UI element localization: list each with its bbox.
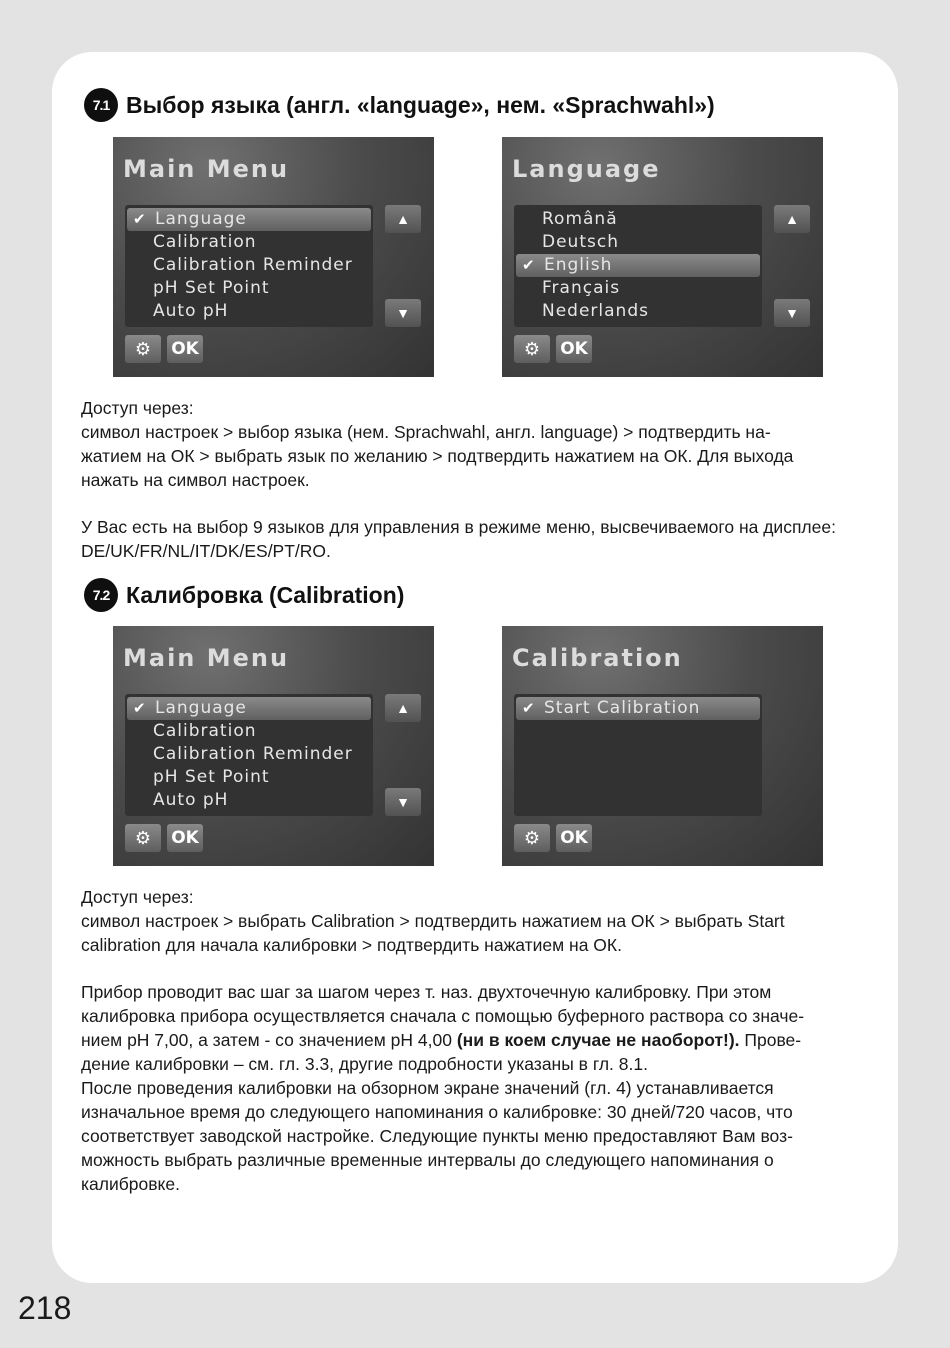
- menu-item-language[interactable]: ✔ Language: [127, 697, 371, 720]
- scroll-up-button[interactable]: [774, 205, 810, 233]
- settings-button[interactable]: [514, 824, 550, 852]
- menu-item-ph-set-point[interactable]: pH Set Point: [153, 278, 270, 298]
- screen-title: Main Menu: [123, 644, 290, 672]
- check-icon: ✔: [522, 699, 536, 717]
- scroll-up-button[interactable]: [385, 694, 421, 722]
- check-icon: ✔: [133, 699, 147, 717]
- check-icon: ✔: [522, 256, 536, 274]
- gear-icon: ⚙: [523, 338, 541, 359]
- access-text-7-1: Доступ через: символ настроек > выбор языка (нем. Sprachwahl, англ. language) > подтвердить на- жатием на ОК > выбрать язык по желанию > подтвердить нажатием на ОК. Для выхода нажать на символ настроек.: [81, 398, 794, 490]
- menu-item-ph-set-point[interactable]: pH Set Point: [153, 767, 270, 787]
- gear-icon: ⚙: [523, 827, 541, 848]
- language-item-deutsch[interactable]: Deutsch: [542, 232, 619, 252]
- access-text-7-2: Доступ через: символ настроек > выбрать Calibration > подтвердить нажатием на ОК > выбрать Start calibration для начала калибровки > подтвердить нажатием на ОК.: [81, 887, 785, 955]
- section-title: Калибровка (Calibration): [126, 581, 405, 608]
- scroll-down-button[interactable]: [385, 788, 421, 816]
- check-icon: ✔: [133, 210, 147, 228]
- menu-item-calibration-reminder[interactable]: Calibration Reminder: [153, 744, 353, 764]
- language-item-english[interactable]: ✔ English: [516, 254, 760, 277]
- calibration-list: [514, 694, 762, 816]
- menu-item-calibration[interactable]: Calibration: [153, 232, 257, 252]
- calibration-body-text: Прибор проводит вас шаг за шагом через т. наз. двухточечную калибровку. При этом калибровка прибора осуществляется сначала с помощью буферного раствора со значе- нием pH 7,00, а затем - со значением pH 4,00 (ни в коем случае не наоборот!). Прове- дение калибровки – см. гл. 3.3, другие подробности указаны в гл. 8.1. После проведения калибровки на обзорном экране значений (гл. 4) устанавливается изначальное время до следующего напоминания о калибровке: 30 дней/720 часов, что соответствует заводской настройке. Следующие пункты меню предоставляют Вам воз- можность выбрать различные временные интервалы до следующего напоминания о калибровке.: [81, 980, 881, 1196]
- ok-button[interactable]: OK: [556, 335, 592, 363]
- arrow-up-icon: ▲: [396, 211, 410, 227]
- language-item-francais[interactable]: Français: [542, 278, 621, 298]
- gear-icon: ⚙: [134, 827, 152, 848]
- calibration-screen: [502, 626, 823, 866]
- language-item-nederlands[interactable]: Nederlands: [542, 301, 649, 321]
- language-list: [514, 205, 762, 327]
- gear-icon: ⚙: [134, 338, 152, 359]
- ok-button[interactable]: OK: [167, 824, 203, 852]
- section-7-2-heading: [84, 578, 404, 612]
- section-7-1-heading: [84, 88, 715, 122]
- settings-button[interactable]: [125, 824, 161, 852]
- settings-button[interactable]: [125, 335, 161, 363]
- language-item-romana[interactable]: Română: [542, 209, 618, 229]
- arrow-down-icon: ▼: [785, 305, 799, 321]
- scroll-down-button[interactable]: [385, 299, 421, 327]
- body-line-with-warning: нием pH 7,00, а затем - со значением pH 4,00 (ни в коем случае не наоборот!). Прове-: [81, 1030, 802, 1050]
- main-menu-screen: [113, 626, 434, 866]
- menu-item-auto-ph[interactable]: Auto pH: [153, 790, 229, 810]
- menu-item-calibration-reminder[interactable]: Calibration Reminder: [153, 255, 353, 275]
- menu-list: [125, 205, 373, 327]
- menu-list: [125, 694, 373, 816]
- ok-button[interactable]: OK: [167, 335, 203, 363]
- screen-title: Calibration: [512, 644, 683, 672]
- page-number: 218: [18, 1290, 72, 1326]
- menu-item-start-calibration[interactable]: ✔ Start Calibration: [516, 697, 760, 720]
- ok-button[interactable]: OK: [556, 824, 592, 852]
- menu-item-calibration[interactable]: Calibration: [153, 721, 257, 741]
- scroll-down-button[interactable]: [774, 299, 810, 327]
- arrow-down-icon: ▼: [396, 794, 410, 810]
- menu-item-auto-ph[interactable]: Auto pH: [153, 301, 229, 321]
- section-number-badge: 7.1: [84, 88, 118, 122]
- section-title: Выбор языка (англ. «language», нем. «Sprachwahl»): [126, 91, 715, 118]
- arrow-up-icon: ▲: [785, 211, 799, 227]
- section-number-badge: 7.2: [84, 578, 118, 612]
- languages-info-text: У Вас есть на выбор 9 языков для управления в режиме меню, высвечиваемого на дисплее: DE/UK/FR/NL/IT/DK/ES/PT/RO.: [81, 517, 836, 561]
- menu-item-language[interactable]: ✔ Language: [127, 208, 371, 231]
- language-screen: [502, 137, 823, 377]
- scroll-up-button[interactable]: [385, 205, 421, 233]
- main-menu-screen: [113, 137, 434, 377]
- arrow-down-icon: ▼: [396, 305, 410, 321]
- settings-button[interactable]: [514, 335, 550, 363]
- screen-title: Main Menu: [123, 155, 290, 183]
- warning-text: (ни в коем случае не наоборот!).: [456, 1030, 740, 1050]
- screen-title: Language: [512, 155, 661, 183]
- arrow-up-icon: ▲: [396, 700, 410, 716]
